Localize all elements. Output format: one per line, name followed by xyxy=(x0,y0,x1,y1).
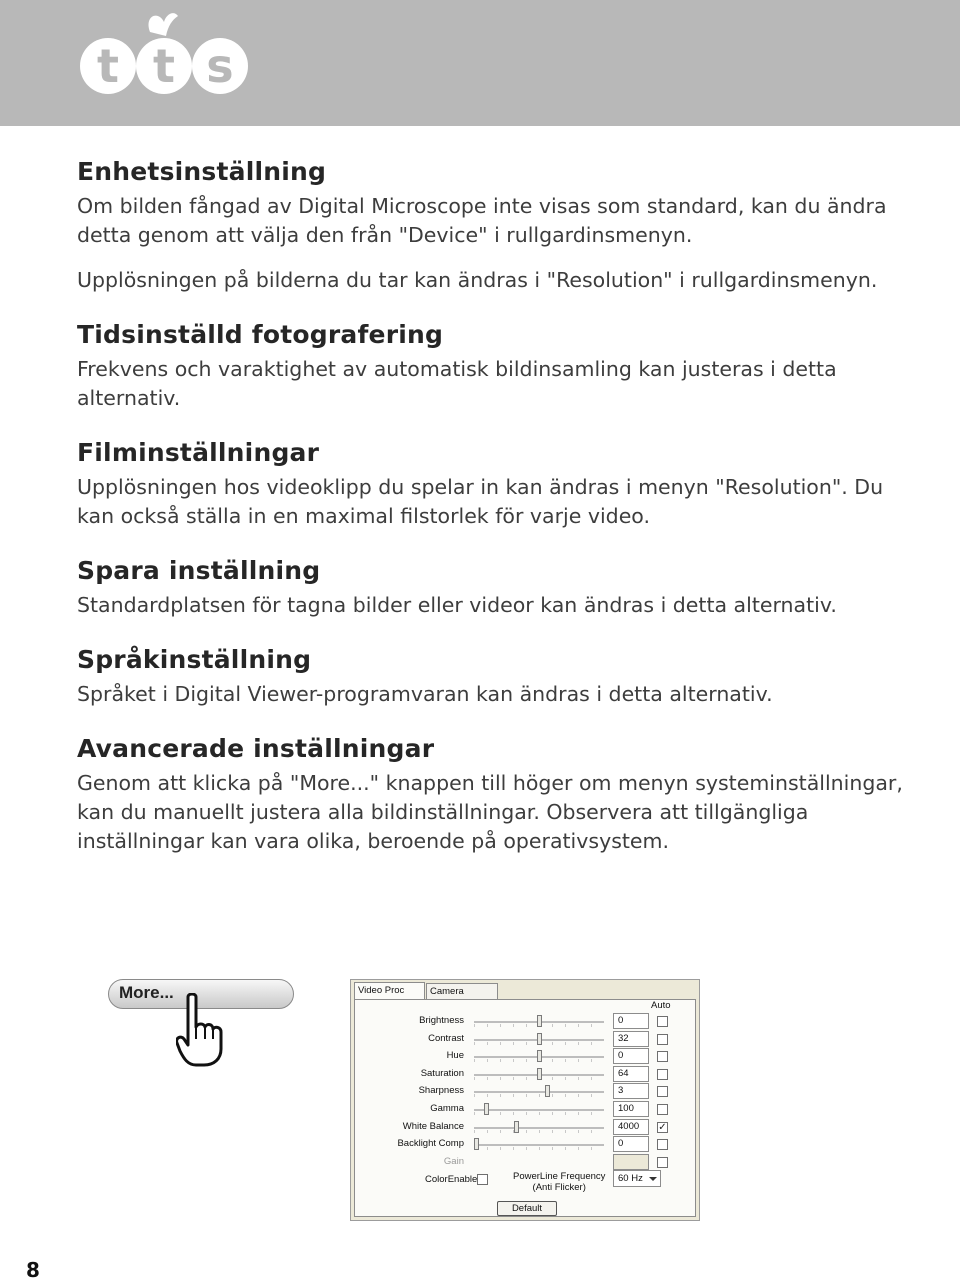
auto-checkbox[interactable] xyxy=(657,1016,668,1027)
manual-content xyxy=(77,152,907,856)
section-paragraph: Frekvens och varaktighet av automatisk bildinsamling kan justeras i detta alternativ. xyxy=(77,357,837,410)
section-paragraph: Upplösningen hos videoklipp du spelar in kan ändras i menyn "Resolution". Du kan också ställa in en maximal filstorlek för varje video. xyxy=(77,475,884,528)
setting-value-field[interactable]: 100 xyxy=(613,1101,649,1117)
page-header xyxy=(0,0,960,126)
slider-thumb[interactable] xyxy=(484,1103,489,1115)
setting-value-field[interactable]: 0 xyxy=(613,1048,649,1064)
default-button[interactable]: Default xyxy=(497,1201,557,1216)
setting-row xyxy=(351,1083,701,1100)
setting-row xyxy=(351,1136,701,1153)
more-button-label: More... xyxy=(119,983,174,1002)
setting-label: Gamma xyxy=(430,1103,464,1114)
section-paragraph: Genom att klicka på "More..." knappen till höger om menyn systeminställningar, kan du manuellt justera alla bildinställningar. Observera att tillgängliga inställningar kan vara olika, beroende på operativsystem. xyxy=(77,771,903,853)
more-button-figure xyxy=(108,979,298,1069)
page-number: 8 xyxy=(26,1258,40,1282)
auto-checkbox[interactable] xyxy=(657,1139,668,1150)
setting-row xyxy=(351,1101,701,1118)
svg-text:t: t xyxy=(97,39,119,93)
setting-value-field[interactable] xyxy=(613,1154,649,1170)
section-paragraph: Språket i Digital Viewer-programvaran kan ändras i detta alternativ. xyxy=(77,682,773,706)
powerline-label-line1: PowerLine Frequency xyxy=(513,1171,606,1182)
slider-thumb[interactable] xyxy=(537,1068,542,1080)
setting-row xyxy=(351,1013,701,1030)
auto-checkbox[interactable] xyxy=(657,1086,668,1097)
section-title: Språkinställning xyxy=(77,645,312,674)
color-enable-label: ColorEnable xyxy=(425,1174,478,1185)
setting-label: Backlight Comp xyxy=(397,1138,464,1150)
setting-label: Saturation xyxy=(420,1067,464,1079)
auto-checkbox[interactable] xyxy=(657,1034,668,1045)
slider-thumb[interactable] xyxy=(514,1121,519,1133)
powerline-value: 60 Hz xyxy=(618,1173,643,1184)
setting-value-field[interactable]: 0 xyxy=(613,1136,649,1152)
slider-thumb[interactable] xyxy=(474,1138,479,1150)
pointing-hand-icon xyxy=(176,993,226,1069)
setting-row xyxy=(351,1031,701,1048)
auto-column-label: Auto xyxy=(651,1000,671,1011)
section-title: Tidsinställd fotografering xyxy=(77,320,444,349)
auto-checkbox[interactable] xyxy=(657,1051,668,1062)
setting-row xyxy=(351,1119,701,1136)
slider-ticks xyxy=(474,1147,604,1150)
slider-ticks xyxy=(474,1130,604,1133)
tab-video-proc-amp[interactable]: Video Proc xyxy=(354,982,425,1000)
slider-track[interactable] xyxy=(474,1127,604,1129)
slider-track[interactable] xyxy=(474,1091,604,1093)
powerline-label-line2: (Anti Flicker) xyxy=(532,1182,586,1193)
tts-logo xyxy=(78,8,258,118)
setting-label: Gain xyxy=(443,1155,464,1167)
setting-row xyxy=(351,1154,701,1171)
powerline-frequency-label xyxy=(513,1171,605,1193)
section-title: Avancerade inställningar xyxy=(77,734,435,763)
slider-track[interactable] xyxy=(474,1109,604,1111)
svg-text:t: t xyxy=(153,39,175,93)
setting-label: Contrast xyxy=(428,1032,464,1044)
section-paragraph: Standardplatsen för tagna bilder eller videor kan ändras i detta alternativ. xyxy=(77,593,837,617)
setting-value-field[interactable]: 32 xyxy=(613,1031,649,1047)
setting-value-field[interactable]: 3 xyxy=(613,1083,649,1099)
video-settings-dialog xyxy=(350,979,700,1221)
slider-thumb[interactable] xyxy=(537,1033,542,1045)
section-paragraph: Upplösningen på bilderna du tar kan ändras i "Resolution" i rullgardinsmenyn. xyxy=(77,268,878,292)
slider-thumb[interactable] xyxy=(545,1085,550,1097)
auto-checkbox[interactable] xyxy=(657,1157,668,1168)
setting-label: Sharpness xyxy=(418,1085,464,1097)
setting-value-field[interactable]: 64 xyxy=(613,1066,649,1082)
setting-value-field[interactable]: 4000 xyxy=(613,1119,649,1135)
auto-checkbox[interactable] xyxy=(657,1104,668,1115)
slider-thumb[interactable] xyxy=(537,1015,542,1027)
auto-checkbox[interactable]: ✓ xyxy=(658,1121,667,1133)
color-enable-checkbox[interactable] xyxy=(477,1174,488,1185)
tab-camera-control[interactable]: Camera xyxy=(426,983,498,999)
setting-value-field[interactable]: 0 xyxy=(613,1013,649,1029)
setting-row xyxy=(351,1048,701,1065)
section-title: Spara inställning xyxy=(77,556,321,585)
slider-ticks xyxy=(474,1112,604,1115)
auto-checkbox[interactable] xyxy=(657,1069,668,1080)
slider-ticks xyxy=(474,1094,604,1097)
setting-label: Brightness xyxy=(419,1015,464,1026)
section-title: Enhetsinställning xyxy=(77,157,327,186)
slider-track[interactable] xyxy=(474,1144,604,1146)
svg-text:s: s xyxy=(206,39,234,93)
slider-thumb[interactable] xyxy=(537,1050,542,1062)
setting-label: Hue xyxy=(446,1050,464,1062)
setting-label: White Balance xyxy=(402,1120,464,1132)
section-title: Filminställningar xyxy=(77,438,320,467)
setting-row xyxy=(351,1066,701,1083)
section-paragraph: Om bilden fångad av Digital Microscope inte visas som standard, kan du ändra detta genom att välja den från "Device" i rullgardinsmenyn. xyxy=(77,194,887,247)
chevron-down-icon xyxy=(649,1177,657,1181)
powerline-frequency-select[interactable] xyxy=(613,1170,661,1187)
